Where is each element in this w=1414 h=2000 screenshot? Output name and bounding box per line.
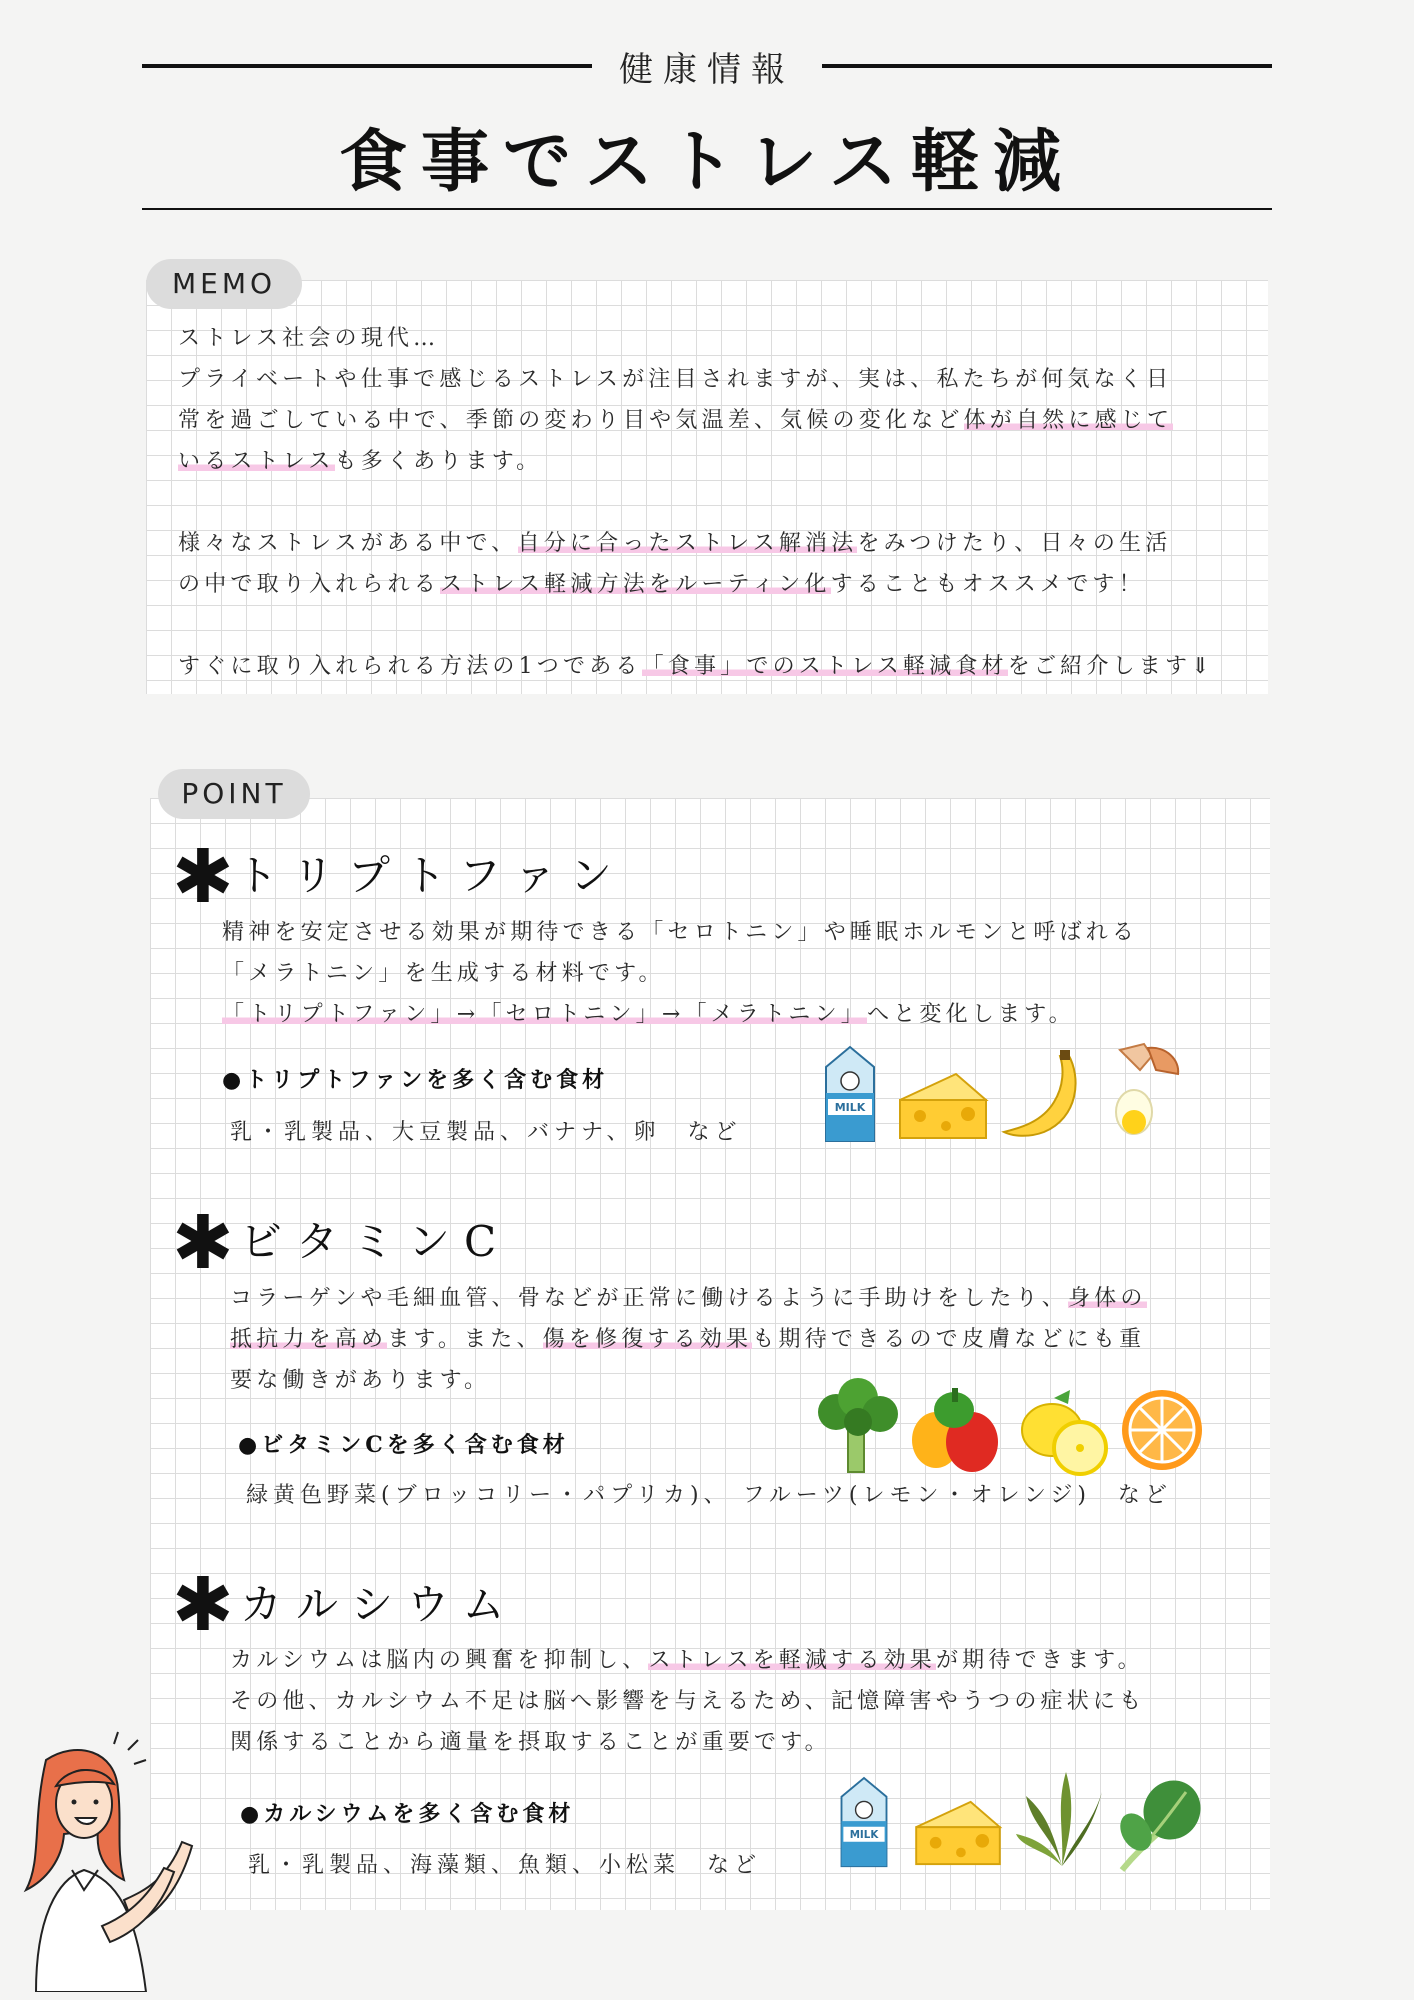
body-text: が期待できます。 [935, 1648, 1144, 1673]
egg-icon [1100, 1040, 1184, 1146]
seaweed-icon [1012, 1766, 1112, 1870]
header-rule-left [142, 64, 592, 68]
body-text: へと変化します。 [867, 1002, 1075, 1027]
body-text: も期待できるので皮膚などにも重 [752, 1327, 1146, 1352]
text-line [230, 1360, 1147, 1401]
section-title-calcium: カルシウム [240, 1580, 519, 1629]
food-heading-tryptophan: ●トリプトファンを多く含む食材 [222, 1067, 609, 1093]
text-line [230, 1278, 1147, 1319]
text-line [230, 1319, 1147, 1360]
woman-pointing-illustration [6, 1730, 220, 1992]
body-text: 関係することから適量を摂取することが重要です。 [230, 1730, 831, 1755]
body-text: することもオススメです！ [830, 572, 1145, 597]
body-text: ストレス社会の現代… [178, 326, 440, 351]
body-text: の中で取り入れられる [178, 572, 441, 597]
text-line [178, 482, 1214, 523]
milk-carton-icon [818, 1045, 882, 1145]
section-title-vitamin-c: ビタミンC [240, 1217, 511, 1266]
orange-icon [1118, 1386, 1206, 1474]
highlighted-text: ストレス軽減方法をルーティン化 [440, 572, 831, 597]
text-line [178, 318, 1214, 359]
text-line [230, 1681, 1145, 1722]
cheese-icon [912, 1798, 1004, 1868]
body-text: 常を過ごしている中で、季節の変わり目や気温差、気候の変化など [178, 408, 964, 433]
banana-icon [998, 1048, 1088, 1144]
section-text-tryptophan [222, 912, 1138, 1035]
text-line [178, 523, 1214, 564]
section-text-calcium [230, 1640, 1145, 1763]
section-text-vitamin-c [230, 1278, 1147, 1401]
text-line [178, 359, 1214, 400]
highlighted-text: 「トリプトファン」→「セロトニン」→「メラトニン」 [222, 1002, 868, 1027]
text-line [178, 441, 1214, 482]
svg-text:MILK: MILK [849, 1829, 879, 1841]
body-text: をみつけたり、日々の生活 [857, 531, 1172, 556]
text-line [178, 646, 1214, 687]
section-title-tryptophan: トリプトファン [236, 851, 626, 900]
broccoli-icon [812, 1376, 902, 1476]
highlighted-text: 体が自然に感じて [963, 408, 1174, 433]
lemon-icon [1018, 1388, 1112, 1476]
highlighted-text: 「食事」でのストレス軽減食材 [641, 654, 1008, 679]
asterisk-icon: ✱ [172, 1562, 235, 1648]
text-line [178, 564, 1214, 605]
header-rule-bottom [142, 208, 1272, 210]
body-text: 様々なストレスがある中で、 [178, 531, 518, 556]
memo-label: MEMO [146, 259, 302, 309]
milk-carton-icon [834, 1774, 894, 1872]
highlighted-text: 自分に合ったストレス解消法 [517, 531, 858, 556]
body-text: プライベートや仕事で感じるストレスが注目されますが、実は、私たちが何気なく日 [178, 367, 1173, 392]
body-text: すぐに取り入れられる方法の1つである [178, 654, 642, 679]
asterisk-icon: ✱ [172, 1200, 235, 1286]
text-line [222, 994, 1138, 1035]
body-text: をご紹介します⇓ [1007, 654, 1214, 679]
cheese-icon [896, 1070, 990, 1142]
food-list-vitamin-c: 緑黄色野菜(ブロッコリー・パプリカ)、 フルーツ(レモン・オレンジ) など [246, 1483, 1172, 1508]
highlighted-text: ストレスを軽減する効果 [648, 1648, 936, 1673]
memo-text [178, 318, 1214, 687]
food-heading-calcium: ●カルシウムを多く含む食材 [240, 1801, 575, 1827]
header-rule-right [822, 64, 1272, 68]
highlighted-text: いるストレス [178, 449, 335, 474]
body-text: 精神を安定させる効果が期待できる「セロトニン」や睡眠ホルモンと呼ばれる [222, 920, 1139, 945]
svg-text:MILK: MILK [834, 1101, 866, 1114]
body-text: 「メラトニン」を生成する材料です。 [222, 961, 665, 986]
text-line [178, 400, 1214, 441]
food-heading-vitamin-c: ●ビタミンCを多く含む食材 [238, 1432, 569, 1458]
highlighted-text: 抵抗力を高め [230, 1327, 388, 1352]
header-category: 健康情報 [619, 50, 795, 90]
text-line [230, 1722, 1145, 1763]
body-text: その他、カルシウム不足は脳へ影響を与えるため、記憶障害やうつの症状にも [230, 1689, 1146, 1714]
text-line [178, 605, 1214, 646]
komatsuna-icon [1112, 1776, 1204, 1874]
asterisk-icon: ✱ [172, 834, 235, 920]
highlighted-text: 身体の [1067, 1286, 1147, 1311]
text-line [222, 912, 1138, 953]
food-list-tryptophan: 乳・乳製品、大豆製品、バナナ、卵 など [230, 1120, 742, 1145]
body-text: 要な働きがあります。 [230, 1368, 491, 1393]
highlighted-text: 傷を修復する効果 [542, 1327, 753, 1352]
point-label: POINT [158, 769, 310, 819]
page-title: 食事でストレス軽減 [339, 122, 1075, 202]
body-text: コラーゲンや毛細血管、骨などが正常に働けるように手助けをしたり、 [230, 1286, 1068, 1311]
paprika-icon [908, 1384, 1002, 1476]
text-line [222, 953, 1138, 994]
body-text: も多くあります。 [334, 449, 543, 474]
food-list-calcium: 乳・乳製品、海藻類、魚類、小松菜 など [248, 1853, 762, 1878]
body-text: ます。また、 [387, 1327, 543, 1352]
body-text: カルシウムは脳内の興奮を抑制し、 [230, 1648, 649, 1673]
text-line [230, 1640, 1145, 1681]
